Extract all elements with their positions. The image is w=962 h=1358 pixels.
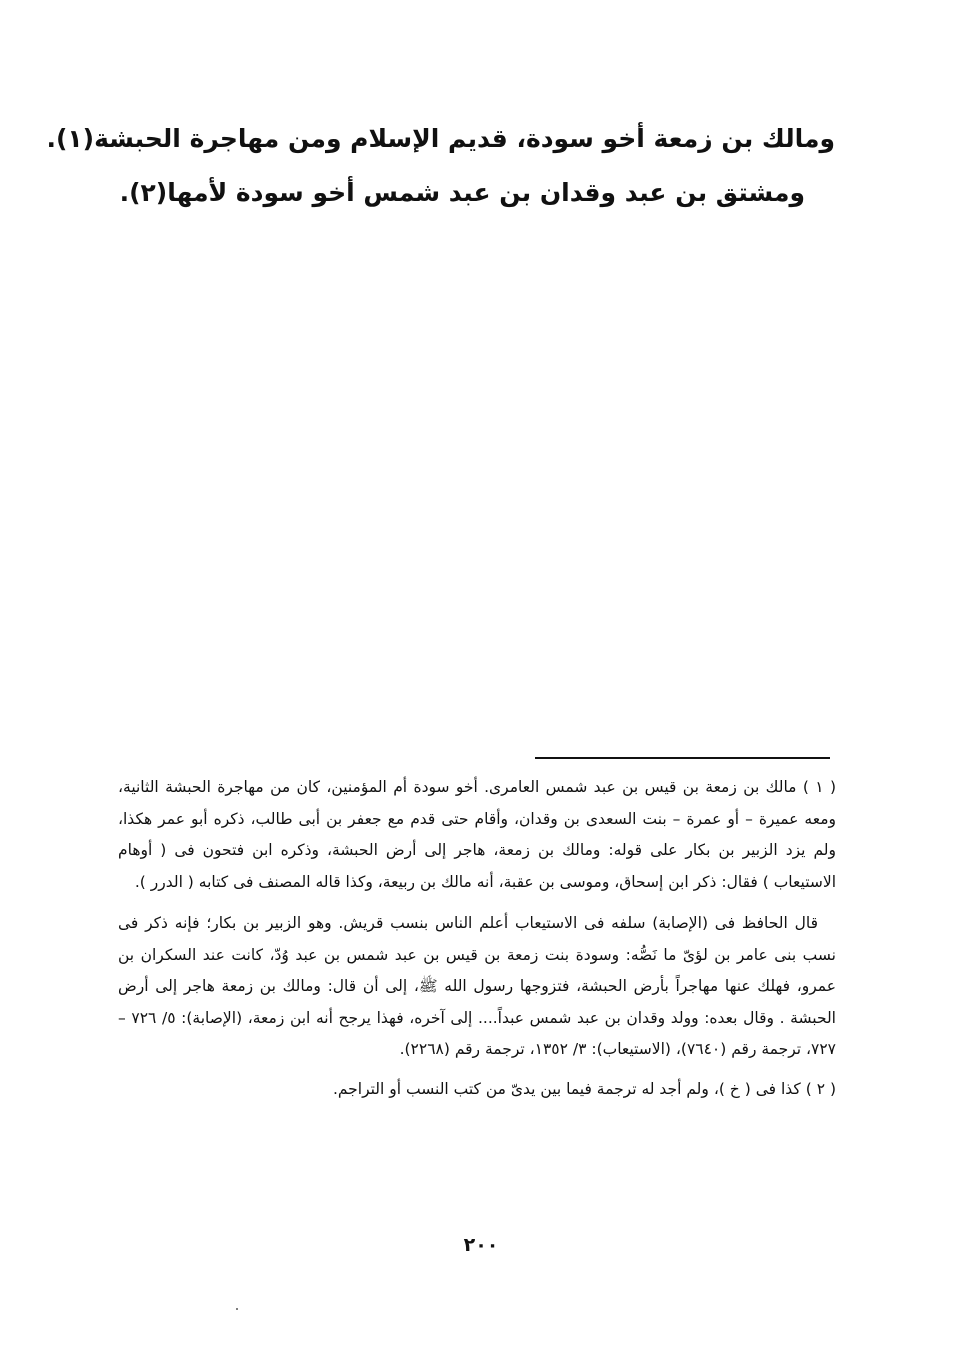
footnote-separator <box>535 757 830 759</box>
page-number: ٢٠٠ <box>463 1234 499 1256</box>
footnotes <box>118 772 836 1105</box>
footnote-1: ( ١ ) مالك بن زمعة بن قيس بن عبد شمس العامرى. أخو سودة أم المؤمنين، كان من مهاجرة الحبشة الثانية، ومعه عميرة – أو عمرة – بنت السعدى بن وقدان، وأقام حتى قدم مع جعفر بن أبى طالب، ذكره أبو عمر هكذا، ولم يزد الزبير بن بكار على قوله: ومالك بن زمعة، هاجر إلى أرض الحبشة، وذكره ابن فتحون فى ( أوهام الاستيعاب ) فقال: ذكر ابن إسحاق، وموسى بن عقبة، أنه مالك بن ربيعة، وكذا قاله المصنف فى كتابه ( الدرر ). <box>118 778 836 891</box>
main-text-line-2: ومشتق بن عبد وقدان بن عبد شمس أخو سودة لأمها(٢). <box>119 178 805 207</box>
main-text-line-1: ومالك بن زمعة أخو سودة، قديم الإسلام ومن مهاجرة الحبشة(١). <box>46 124 835 153</box>
footnote-1-paragraph-2: قال الحافظ فى (الإصابة) سلفه فى الاستيعاب أعلم الناس بنسب قريش. وهو الزبير بن بكار؛ فإنه ذكر فى نسب بنى عامر بن لؤىّ ما نَصُّه: وسودة بنت زمعة بن قيس بن عبد شمس بن عبد وُدّ، كانت عند السكران بن عمرو، فهلك عنها مهاجراً بأرض الحبشة، فتزوجها رسول الله ﷺ، إلى أن قال: ومالك بن زمعة هاجر إلى أرض الحبشة . وقال بعده: وولد وقدان بن عبد شمس عبداً.... إلى آخره، فهذا يرجح أنه ابن زمعة، (الإصابة): ٥/ ٧٢٦ – ٧٢٧، ترجمة رقم (٧٦٤٠)، (الاستيعاب): ٣/ ١٣٥٢، ترجمة رقم (٢٢٦٨). <box>118 914 836 1058</box>
scan-speck <box>236 1308 238 1310</box>
footnote-2: ( ٢ ) كذا فى ( خ )، ولم أجد له ترجمة فيما بين يدىّ من كتب النسب أو التراجم. <box>332 1079 836 1098</box>
main-text <box>46 112 835 220</box>
